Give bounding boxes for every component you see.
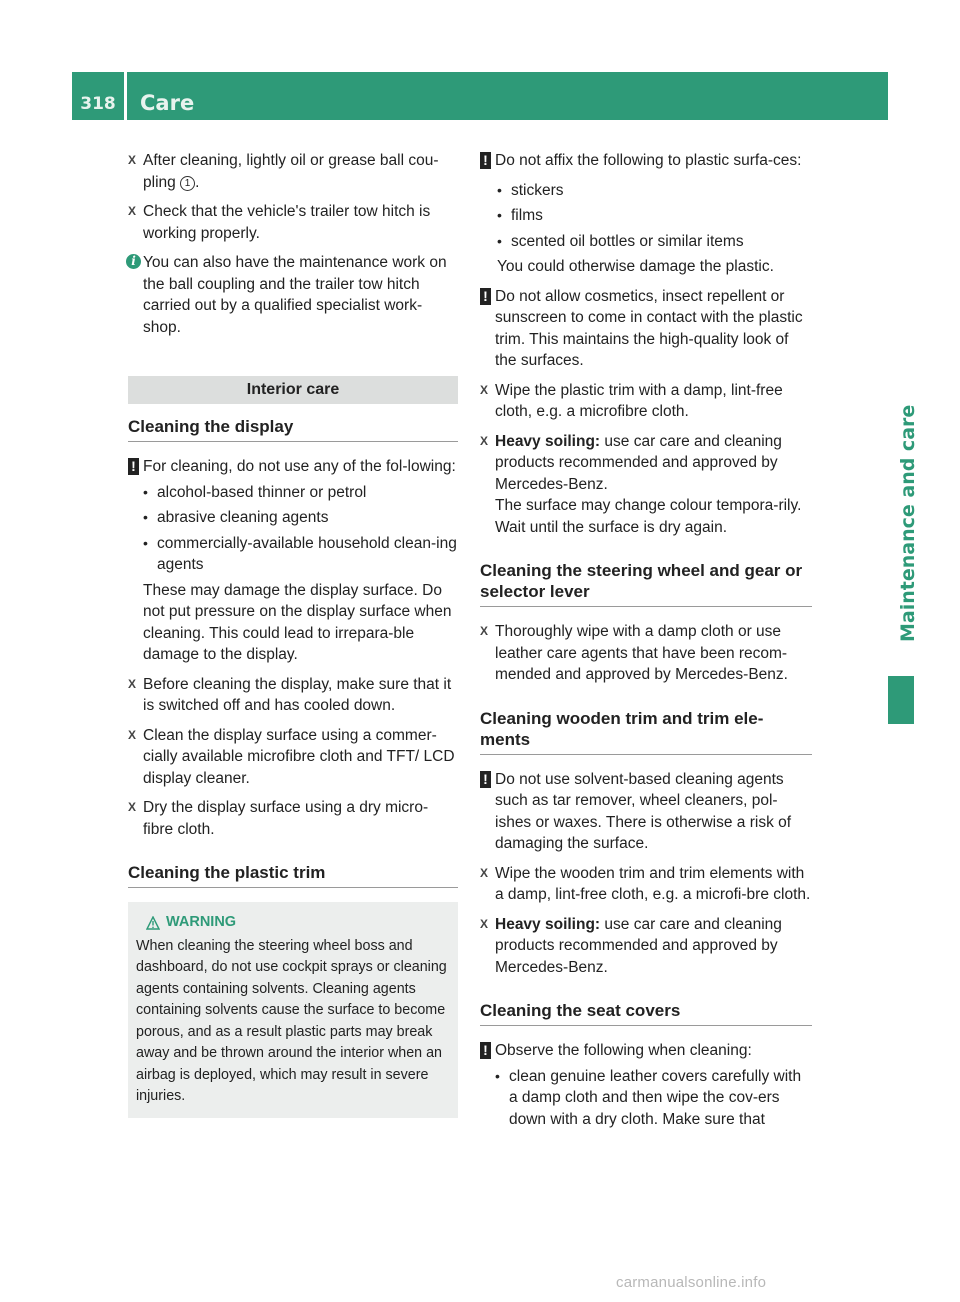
step-arrow-icon: X bbox=[480, 433, 489, 448]
bullet-list bbox=[497, 180, 812, 253]
header-divider bbox=[124, 72, 127, 120]
callout-1-icon: 1 bbox=[180, 176, 195, 191]
step-arrow-icon: X bbox=[480, 916, 489, 931]
important-note: ! Do not allow cosmetics, insect repellent or sunscreen to come in contact with the plastic trim. This maintains the high-quality look of the surfaces. bbox=[480, 286, 812, 372]
heading-cleaning-wooden: Cleaning wooden trim and trim ele-ments bbox=[480, 708, 812, 755]
header-bar bbox=[72, 72, 888, 120]
warning-box bbox=[128, 902, 458, 1118]
step-arrow-icon: X bbox=[480, 624, 489, 638]
step-arrow-icon: X bbox=[480, 382, 489, 397]
warning-text: When cleaning the steering wheel boss and dashboard, do not use cockpit sprays or cleaning agents containing solvents. Cleaning agents containing solvents cause the surface to become porous, and as a result plastic parts may break away and be thrown around the interior when an airbag is deployed, which may result in severe injuries. bbox=[136, 937, 447, 1104]
step-item: X Before cleaning the display, make sure that it is switched off and has cooled down. bbox=[128, 675, 452, 714]
important-note: ! Observe the following when cleaning: • clean genuine leather covers carefully with a damp cloth and then wipe the cov-ers down with a dry cloth. Make sure that bbox=[480, 1040, 812, 1130]
watermark: carmanualsonline.info bbox=[616, 1274, 767, 1291]
list-item: • abrasive cleaning agents bbox=[143, 507, 458, 529]
section-band: Interior care bbox=[128, 376, 458, 404]
step-item: X Dry the display surface using a dry micro-fibre cloth. bbox=[128, 799, 429, 838]
list-item: • stickers bbox=[497, 180, 812, 202]
step-item: X Heavy soiling: use car care and cleaning products recommended and approved by Mercedes-Benz. bbox=[480, 915, 782, 976]
important-note: ! Do not use solvent-based cleaning agents such as tar remover, wheel cleaners, pol-ishes or waxes. There is otherwise a risk of damaging the surface. bbox=[480, 769, 812, 855]
left-column bbox=[128, 150, 458, 1118]
step-arrow-icon: X bbox=[128, 153, 137, 167]
heading-cleaning-seat: Cleaning the seat covers bbox=[480, 1000, 812, 1026]
exclamation-icon: ! bbox=[480, 771, 491, 788]
step-item: X Heavy soiling: use car care and cleaning products recommended and approved by Mercedes-Benz. The surface may change colour tempora-rily. Wait until the surface is dry again. bbox=[480, 432, 802, 536]
bullet-list bbox=[495, 1066, 812, 1131]
step-arrow-icon: X bbox=[128, 800, 137, 814]
side-tab-label: Maintenance and care bbox=[897, 404, 919, 642]
step-item: X Wipe the plastic trim with a damp, lint-free cloth, e.g. a microfibre cloth. bbox=[480, 381, 783, 420]
exclamation-icon: ! bbox=[128, 458, 139, 475]
page-number: 318 bbox=[80, 94, 116, 114]
exclamation-icon: ! bbox=[480, 152, 491, 169]
step-arrow-icon: X bbox=[128, 727, 137, 742]
list-item: • films bbox=[497, 205, 812, 227]
list-item: • clean genuine leather covers carefully with a damp cloth and then wipe the cov-ers down with a dry cloth. Make sure that bbox=[495, 1066, 812, 1131]
warning-header bbox=[136, 912, 450, 934]
step-arrow-icon: X bbox=[128, 204, 137, 218]
warning-triangle-icon bbox=[146, 916, 160, 930]
step-arrow-icon: X bbox=[128, 676, 137, 691]
step-item: X Check that the vehicle's trailer tow hitch is working properly. bbox=[128, 203, 431, 242]
bullet-list bbox=[143, 482, 458, 576]
list-item: • commercially-available household clean-ing agents bbox=[143, 533, 458, 576]
important-note: ! Do not affix the following to plastic surfa-ces: bbox=[480, 150, 812, 172]
step-item: X Wipe the wooden trim and trim elements with a damp, lint-free cloth, e.g. a microfi-bre cloth. bbox=[480, 864, 811, 903]
section-title: Care bbox=[140, 91, 195, 115]
info-icon: i bbox=[126, 254, 141, 269]
step-arrow-icon: X bbox=[480, 865, 489, 880]
step-item: X After cleaning, lightly oil or grease ball cou- pling 1 . bbox=[128, 152, 439, 191]
step-item: X Thoroughly wipe with a damp cloth or use leather care agents that have been recom-mended and approved by Mercedes-Benz. bbox=[480, 623, 788, 683]
step-item: X Clean the display surface using a commer-cially available microfibre cloth and TFT/ LCD display cleaner. bbox=[128, 726, 455, 787]
right-column: ! Do not affix the following to plastic surfa-ces: • stickers • films • scented oil bottles or similar items You could otherwise damage the plastic. ! Do not allow cosmetics, insect repellent or sunscreen to come in contact with the plastic trim. This maintains the high-quality look of the surfaces. X Wipe the plastic trim with a damp, lint-free cloth, e.g. a microfibre cloth. X Heavy soiling: use car care and cleaning products recommended and approved by Mercedes-Benz. The surface may change colour tempora-rily. Wait until the surface is dry again. Cleaning the steering wheel and gear or selector lever X Thoroughly wipe with a damp cloth or use leather care agents that have been recom-mended and approved by Mercedes-Benz. Cleaning wooden trim and trim ele-ments ! Do not use solvent-based cleaning agents such as tar remover, wheel cleaners, pol-ishes or waxes. There is otherwise a risk of damaging the surface. X Wipe the wooden trim and trim elements with a damp, lint-free cloth, e.g. a microfi-bre cloth. X Heavy soiling: use car care and cleaning products recommended and approved by Mercedes-Benz. Cleaning the seat covers ! Observe the following when cleaning: • clean genuine leather covers carefully with a damp cloth and then wipe the cov-ers down with a dry cloth. Make sure that bbox=[480, 150, 812, 1138]
heading-cleaning-plastic: Cleaning the plastic trim bbox=[128, 862, 458, 888]
exclamation-icon: ! bbox=[480, 288, 491, 305]
heading-cleaning-display: Cleaning the display bbox=[128, 416, 458, 442]
warning-title: WARNING bbox=[166, 914, 237, 930]
side-tab-marker bbox=[888, 676, 914, 724]
info-note: i You can also have the maintenance work on the ball coupling and the trailer tow hitch carried out by a qualified specialist work-shop. bbox=[128, 252, 458, 338]
heading-cleaning-steering: Cleaning the steering wheel and gear or selector lever bbox=[480, 560, 812, 607]
list-item: • scented oil bottles or similar items bbox=[497, 231, 812, 253]
exclamation-icon: ! bbox=[480, 1042, 491, 1059]
list-item: • alcohol-based thinner or petrol bbox=[143, 482, 458, 504]
important-note: ! For cleaning, do not use any of the fol-lowing: • alcohol-based thinner or petrol • abrasive cleaning agents • commercially-available household clean-ing agents These may damage the display surface. Do not put pressure on the display surface when cleaning. This could lead to irrepara-ble damage to the display. bbox=[128, 456, 458, 666]
